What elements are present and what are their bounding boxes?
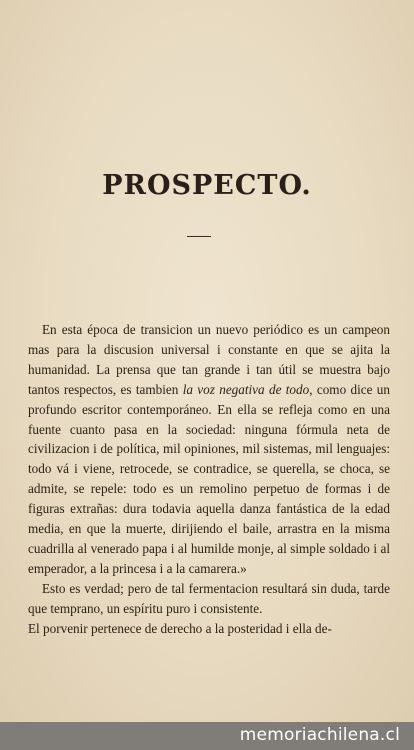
paragraph-1-text-continued: , como dice un profundo escritor contemporáneo. En ella se refleja como en una fuente cuanto pasa en la sociedad: ninguna fórmula neta de civilizacion i de política, mil opiniones, mil sistemas, mil lenguajes: todo vá i viene, retrocede, se contradice, se querella, se choca, se admite, se repele: todo es un remolino perpetuo de formas i de figuras extrañas: dura todavia aquella danza fantástica de la edad media, en que la muerte, dirijiendo el baile, arrastra en la misma cuadrilla al venerado papa i al humilde monje, al simple soldado i al emperador, a la princesa i a la camarera.» (28, 381, 390, 576)
paragraph-1-italic-quote: la voz negativa de todo (182, 381, 310, 397)
paragraph-1-text: En esta época de transicion un nuevo periódico es un campeon mas para la discusion universal i constante en que se ajita la humanidad. La prensa que tan grande i tan útil se muestra bajo tantos respectos, es tambien (28, 322, 390, 397)
document-body (28, 320, 390, 639)
document-title: PROSPECTO. (102, 170, 312, 201)
paragraph-2: Esto es verdad; pero de tal fermentacion resultará sin duda, tarde que temprano, un espíritu puro i consistente. (28, 580, 390, 616)
watermark-bar (0, 722, 414, 750)
watermark-text[interactable]: memoriachilena.cl (239, 725, 400, 745)
paragraph-1 (28, 320, 390, 579)
title-divider (187, 236, 211, 237)
paragraph-3: El porvenir pertenece de derecho a la posteridad i ella de- (28, 620, 332, 636)
